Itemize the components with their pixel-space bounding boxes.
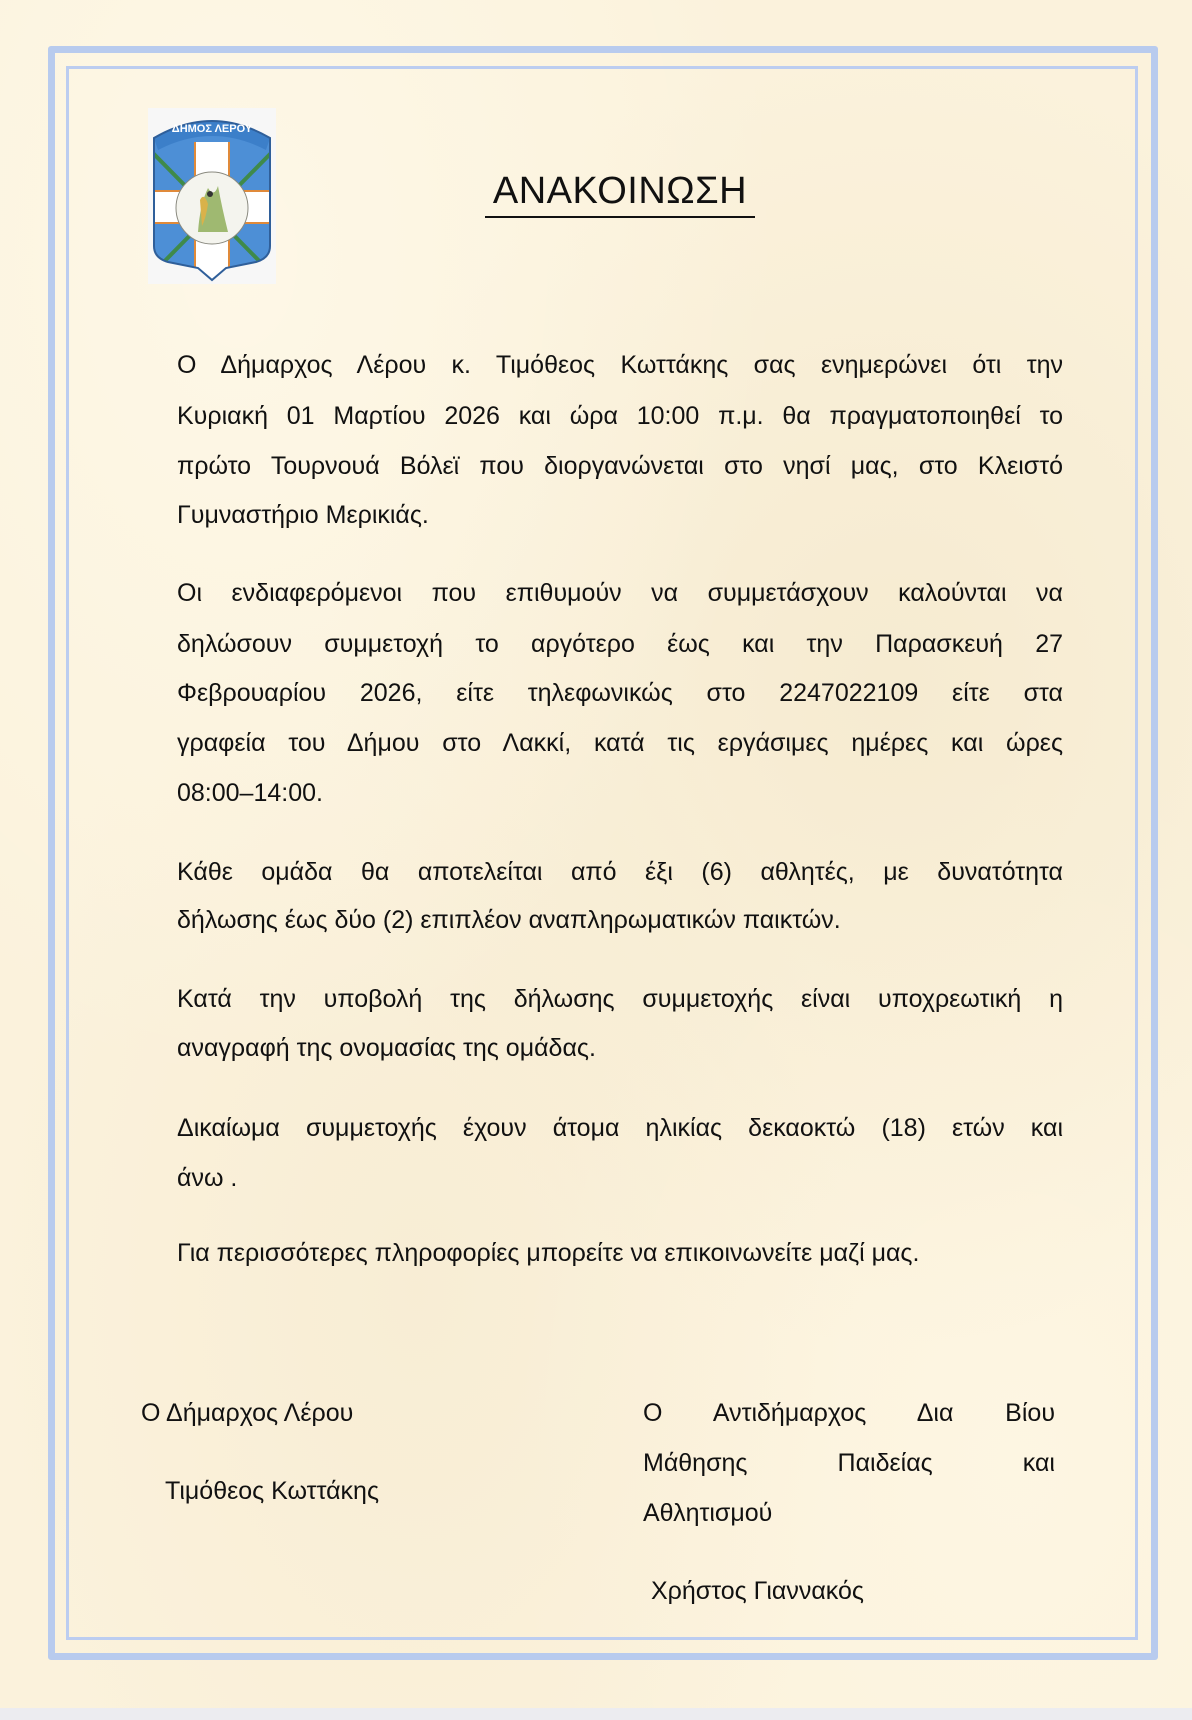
paragraph-line: Φεβρουαρίου 2026, είτε τηλεφωνικώς στο 2247022109 είτε στα — [177, 679, 1063, 707]
signature-right-name: Χρήστος Γιαννακός — [651, 1577, 864, 1605]
paragraph-line: Κάθε ομάδα θα αποτελείται από έξι (6) αθλητές, με δυνατότητα — [177, 858, 1063, 886]
paragraph-line: γραφεία του Δήμου στο Λακκί, κατά τις εργάσιμες ημέρες και ώρες — [177, 729, 1063, 757]
paragraph-line: Ο Δήμαρχος Λέρου κ. Τιμόθεος Κωττάκης σας ενημερώνει ότι την — [177, 351, 1063, 379]
page-title: ΑΝΑΚΟΙΝΩΣΗ — [485, 170, 755, 218]
paragraph-line: Κυριακή 01 Μαρτίου 2026 και ώρα 10:00 π.μ. θα πραγματοποιηθεί το — [177, 402, 1063, 430]
paragraph-line: Οι ενδιαφερόμενοι που επιθυμούν να συμμετάσχουν καλούνται να — [177, 579, 1063, 607]
signature-left-role: Ο Δήμαρχος Λέρου — [141, 1399, 354, 1427]
signature-right-role-line: Αθλητισμού — [643, 1499, 773, 1527]
paragraph-line: αναγραφή της ονομασίας της ομάδας. — [177, 1034, 596, 1062]
paragraph-line: 08:00–14:00. — [177, 779, 323, 807]
svg-text:ΔΗΜΟΣ ΛΕΡΟΥ: ΔΗΜΟΣ ΛΕΡΟΥ — [171, 123, 253, 135]
paragraph-line: Δικαίωμα συμμετοχής έχουν άτομα ηλικίας δεκαοκτώ (18) ετών και — [177, 1114, 1063, 1142]
paragraph-line: Για περισσότερες πληροφορίες μπορείτε να επικοινωνείτε μαζί μας. — [177, 1239, 920, 1267]
municipality-crest-logo — [148, 108, 276, 284]
signature-right-role-line: Ο Αντιδήμαρχος Δια Βίου — [643, 1399, 1055, 1427]
paragraph-line: Γυμναστήριο Μερικιάς. — [177, 501, 429, 529]
page-bottom-edge — [0, 1708, 1192, 1720]
paragraph-line: πρώτο Τουρνουά Βόλεϊ που διοργανώνεται στο νησί μας, στο Κλειστό — [177, 452, 1063, 480]
crest-icon — [148, 108, 276, 284]
signature-left-name: Τιμόθεος Κωττάκης — [165, 1477, 379, 1505]
signature-right-role-line: Μάθησης Παιδείας και — [643, 1449, 1055, 1477]
paragraph-line: άνω . — [177, 1164, 238, 1192]
paragraph-line: δηλώσουν συμμετοχή το αργότερο έως και την Παρασκευή 27 — [177, 630, 1063, 658]
paragraph-line: δήλωσης έως δύο (2) επιπλέον αναπληρωματικών παικτών. — [177, 906, 841, 934]
paragraph-line: Κατά την υποβολή της δήλωσης συμμετοχής είναι υποχρεωτική η — [177, 985, 1063, 1013]
